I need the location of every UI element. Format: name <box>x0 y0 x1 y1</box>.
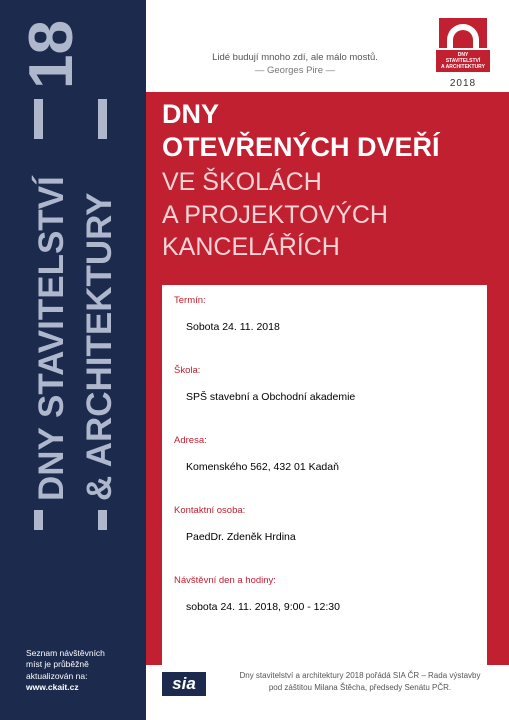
headline-line: DNY <box>162 99 220 129</box>
field-contact <box>174 505 475 575</box>
vertical-title-line1: DNY STAVITELSTVÍ <box>32 176 71 501</box>
visitor-list-note <box>26 648 136 694</box>
note-line: míst je průběžně <box>26 659 89 670</box>
field-value: sobota 24. 11. 2018, 9:00 - 12:30 <box>186 601 340 613</box>
quote-author: — Georges Pire — <box>254 64 336 76</box>
footer-line: pod záštitou Milana Štěcha, předsedy Senátu PČR. <box>268 682 452 692</box>
field-label: Adresa: <box>174 435 207 446</box>
decorative-bar <box>98 510 107 530</box>
footer-text <box>215 670 505 693</box>
logo-label: DNY STAVITELSTVÍ A ARCHITEKTURY <box>436 50 490 72</box>
headline-line: OTEVŘENÝCH DVEŘÍ <box>162 131 440 162</box>
info-box <box>162 285 487 665</box>
arch-icon <box>439 18 487 48</box>
field-value: PaedDr. Zdeněk Hrdina <box>186 531 296 543</box>
field-hours <box>174 575 475 645</box>
field-school <box>174 365 475 435</box>
sia-logo: sia <box>162 672 206 696</box>
note-line: aktualizován na: <box>26 670 88 681</box>
headline-light <box>162 166 388 264</box>
field-address <box>174 435 475 505</box>
headline-line: KANCELÁŘÍCH <box>162 233 340 261</box>
decorative-bar <box>34 510 43 530</box>
headline-line: VE ŠKOLÁCH <box>162 168 322 196</box>
vertical-title-line2: & ARCHITEKTURY <box>80 192 119 501</box>
logo-year: 2018 <box>449 78 477 89</box>
quote-text: Lidé budují mnoho zdí, ale málo mostů. <box>212 52 378 63</box>
footer-line: Dny stavitelství a architektury 2018 pořádá SIA ČR – Rada výstavby <box>239 671 481 680</box>
quote <box>160 52 430 78</box>
field-date <box>174 295 475 365</box>
decorative-bar <box>34 99 43 139</box>
field-value: Sobota 24. 11. 2018 <box>186 321 280 333</box>
event-logo <box>428 18 498 92</box>
decorative-bar <box>98 99 107 139</box>
field-value: Komenského 562, 432 01 Kadaň <box>186 461 339 473</box>
field-value: SPŠ stavební a Obchodní akademie <box>186 391 356 403</box>
year-number: 18 <box>17 20 86 89</box>
field-label: Návštěvní den a hodiny: <box>174 575 276 586</box>
field-label: Kontaktní osoba: <box>174 505 246 516</box>
field-label: Škola: <box>174 365 201 376</box>
headline-bold <box>162 98 440 164</box>
field-label: Termín: <box>174 295 206 306</box>
headline-line: A PROJEKTOVÝCH <box>162 200 388 229</box>
note-line: Seznam návštěvních <box>26 648 105 658</box>
website-link[interactable]: www.ckait.cz <box>26 682 79 693</box>
